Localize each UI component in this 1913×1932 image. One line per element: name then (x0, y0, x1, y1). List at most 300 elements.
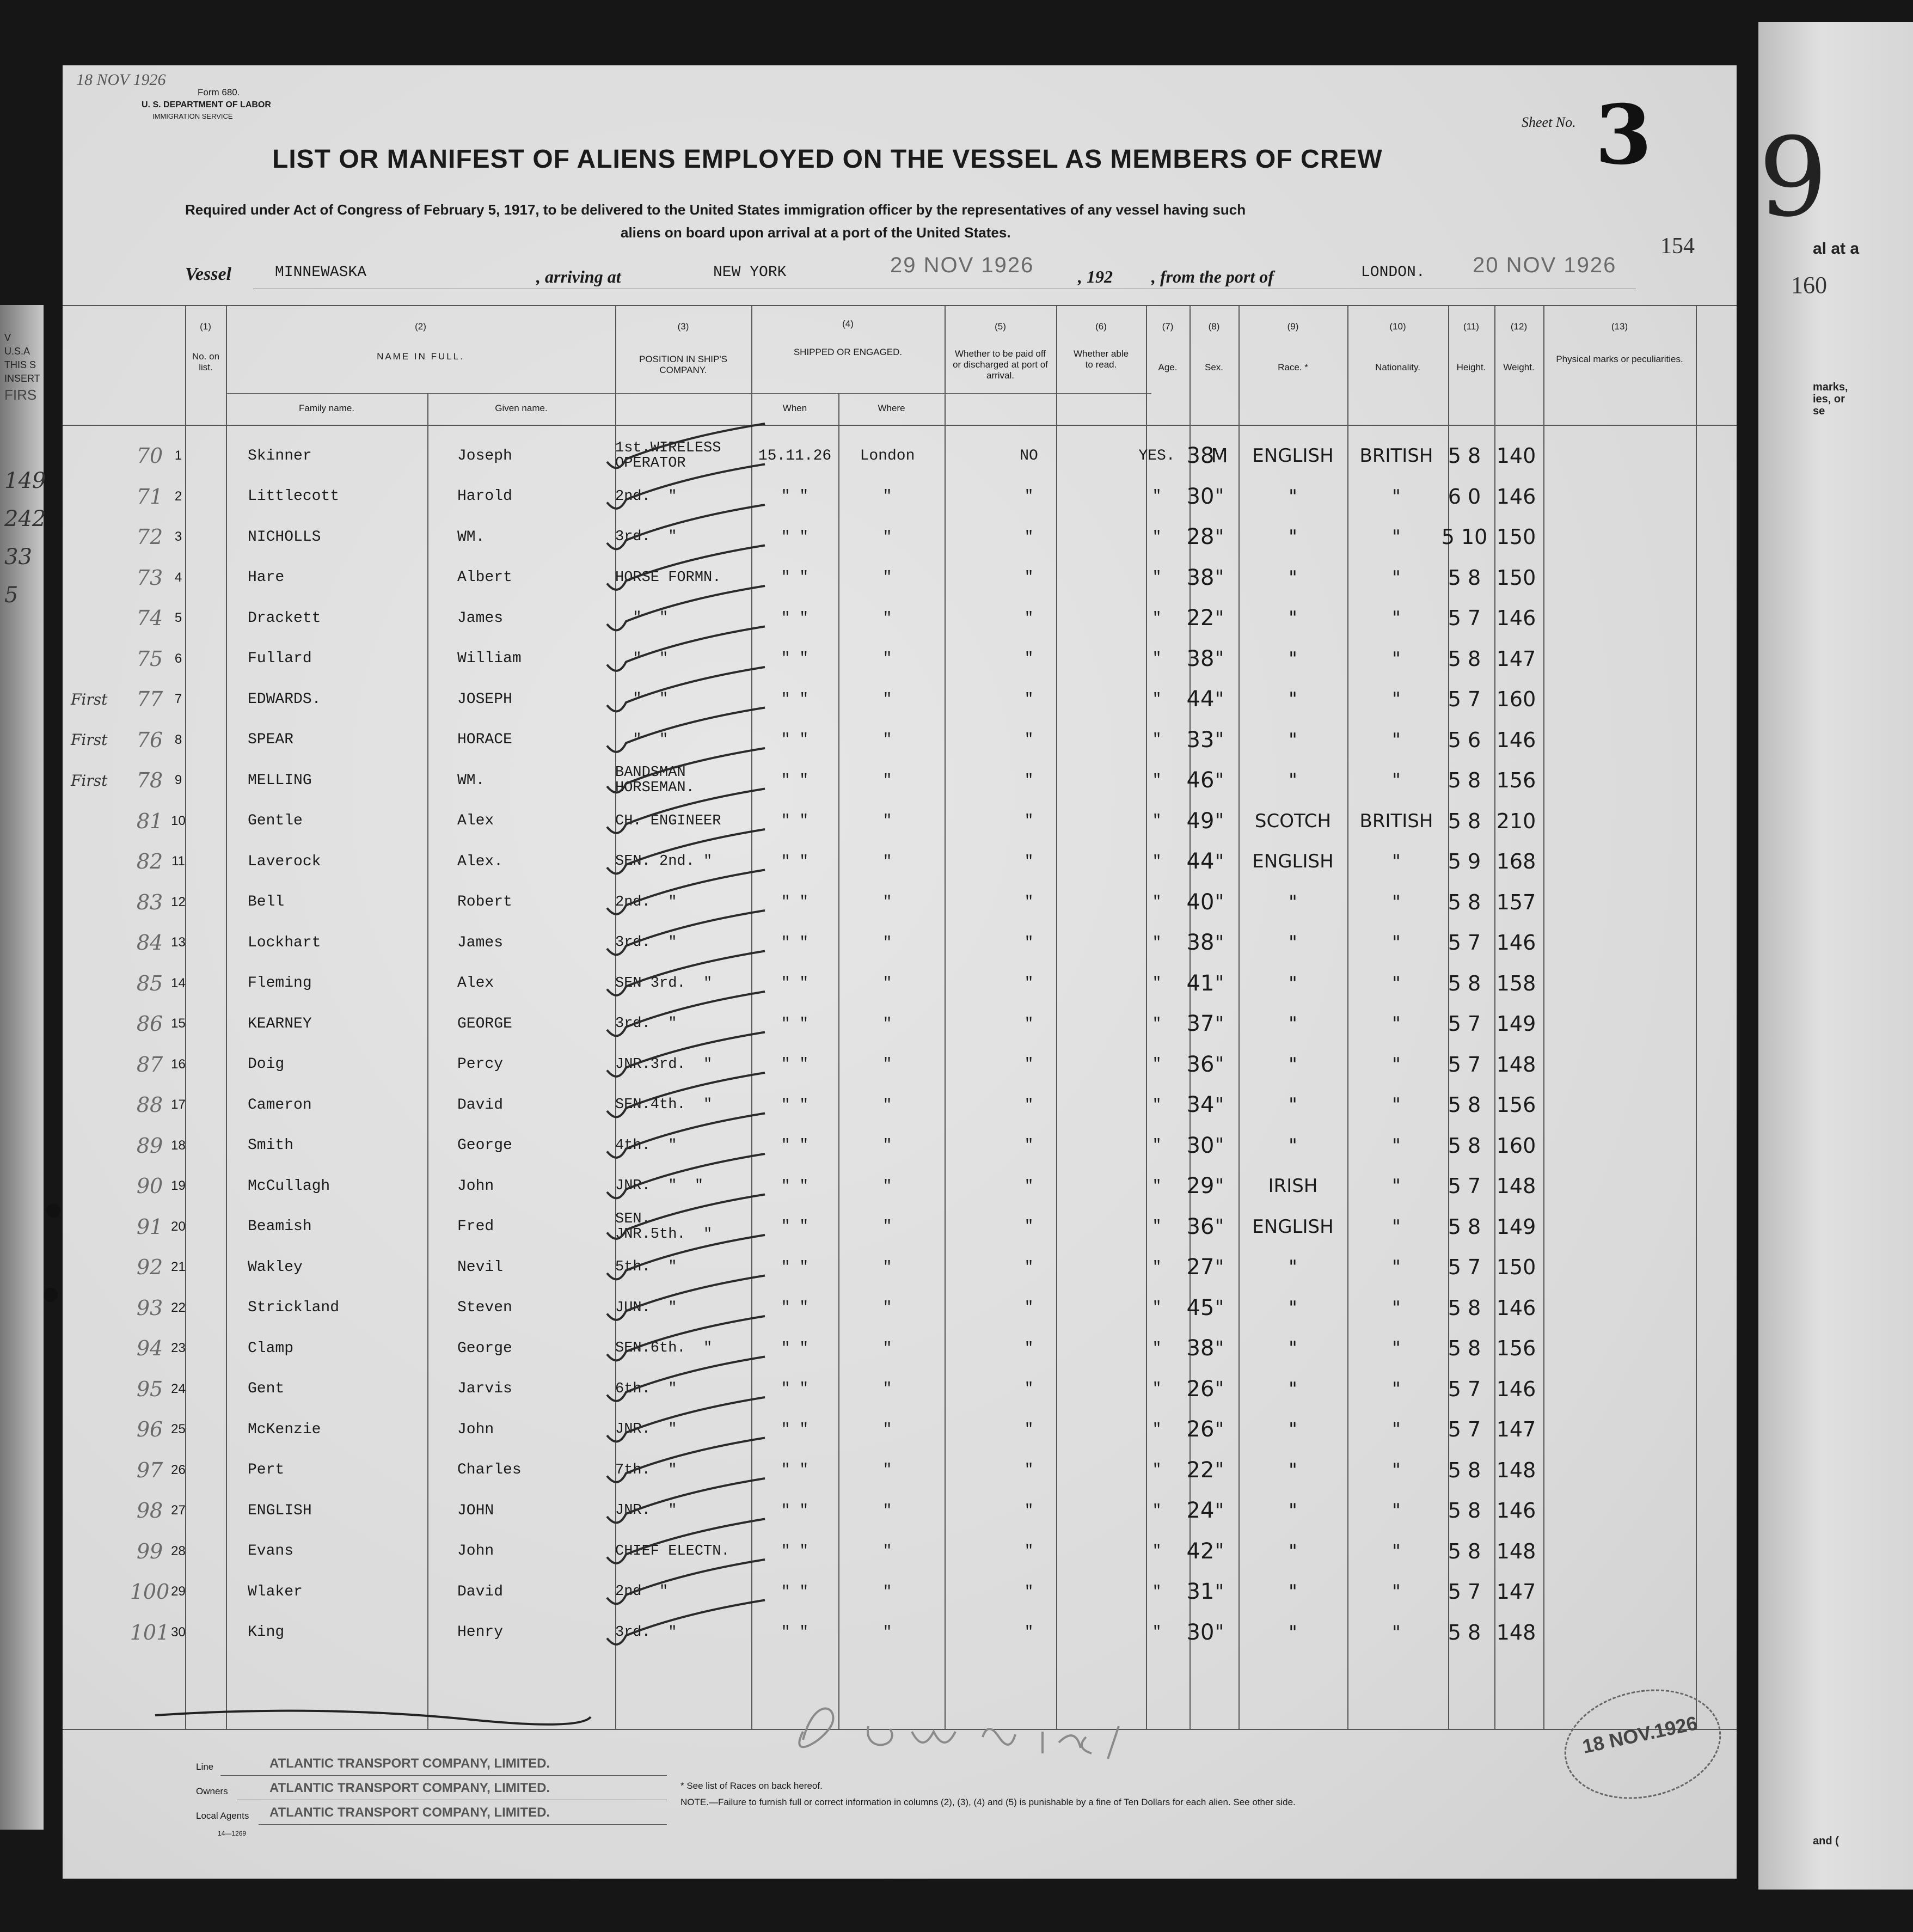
shipped-where: " (882, 1543, 892, 1560)
family-name: Littlecott (248, 488, 340, 505)
left-neighbor-page (0, 305, 44, 1830)
weight: 147 (1496, 646, 1536, 671)
left-fragment-4: INSERT (4, 373, 40, 384)
age: 41 (1186, 970, 1215, 996)
shipped-where: " (882, 1258, 892, 1276)
paid-off: " (1024, 1421, 1034, 1438)
departure-date-stamp: 20 NOV 1926 (1473, 253, 1617, 277)
shipped-where: " (882, 1137, 892, 1154)
paid-off: " (1024, 488, 1034, 505)
able-to-read: " (1152, 1380, 1162, 1397)
position-in-company: 5th. " (615, 1259, 677, 1275)
paid-off: " (1024, 690, 1034, 708)
signature-text (857, 1772, 861, 1773)
form-number: Form 680. (198, 87, 240, 97)
given-name: John (457, 1177, 494, 1195)
manifest-subtitle-line-1: Required under Act of Congress of February 5, 1917, to be delivered to the United States immigration officer by the representatives of any vessel having such (185, 201, 1246, 218)
shipped-where: " (882, 1218, 892, 1235)
shipped-when: " " (781, 1340, 809, 1357)
col-marks-number: (13) (1611, 321, 1628, 332)
able-to-read: " (1152, 812, 1162, 829)
race: ENGLISH (1252, 851, 1334, 872)
nationality: " (1392, 1459, 1401, 1481)
neighbor-remarks-fragment: marks, ies, or se (1813, 381, 1848, 417)
margin-row-number: 98 (136, 1499, 163, 1523)
left-number-2: 242 (4, 506, 46, 531)
height: 5 8 (1448, 1620, 1481, 1644)
list-number: 6 (174, 651, 182, 666)
shipped-where: " (882, 1299, 892, 1316)
shipped-when: " " (781, 772, 809, 789)
height: 5 8 (1448, 971, 1481, 995)
able-to-read: " (1152, 1583, 1162, 1600)
age: 40 (1186, 889, 1215, 915)
height: 5 6 (1448, 727, 1481, 752)
sex: " (1215, 1093, 1224, 1116)
weight: 146 (1496, 484, 1536, 509)
race: " (1289, 1256, 1297, 1278)
races-footnote: * See list of Races on back hereof. (680, 1781, 823, 1791)
height: 5 8 (1448, 444, 1481, 468)
height: 5 8 (1448, 1133, 1481, 1158)
paid-off: " (1024, 1218, 1034, 1235)
list-number: 10 (171, 813, 186, 828)
position-in-company: 1st.WIRELESS OPERATOR (615, 440, 721, 472)
paid-off: " (1024, 1340, 1034, 1357)
paid-off: " (1024, 1096, 1034, 1114)
nationality: " (1392, 607, 1401, 629)
margin-row-number: 82 (136, 849, 163, 873)
shipped-where: " (882, 1624, 892, 1641)
sex: " (1215, 972, 1224, 994)
position-in-company: " " (615, 691, 669, 707)
sex: " (1215, 931, 1224, 954)
col-no-number: (1) (200, 321, 211, 332)
margin-row-number: 94 (136, 1336, 163, 1360)
weight: 160 (1496, 687, 1536, 711)
margin-note: First (71, 731, 108, 749)
weight: 156 (1496, 1336, 1536, 1360)
shipped-where: " (882, 731, 892, 748)
nationality: " (1392, 485, 1401, 508)
weight: 148 (1496, 1174, 1536, 1198)
sex: " (1215, 1621, 1224, 1643)
shipped-when: " " (781, 1096, 809, 1114)
given-name: Charles (457, 1462, 522, 1478)
weight: 158 (1496, 971, 1536, 995)
height: 5 8 (1448, 1093, 1481, 1117)
sex: " (1215, 1378, 1224, 1400)
nationality: BRITISH (1359, 810, 1433, 832)
given-name: George (457, 1137, 512, 1154)
able-to-read: YES. (1138, 447, 1175, 464)
given-name: Steven (457, 1299, 512, 1316)
position-in-company: SEN. 2nd. " (615, 853, 713, 870)
paid-off: " (1024, 1137, 1034, 1154)
height: 5 7 (1448, 606, 1481, 630)
weight: 150 (1496, 565, 1536, 590)
height: 5 8 (1448, 809, 1481, 833)
footer-owners-label: Owners (196, 1786, 228, 1796)
nationality: " (1392, 1337, 1401, 1359)
nationality: " (1392, 1540, 1401, 1562)
family-name: EDWARDS. (248, 690, 321, 708)
race: " (1289, 1134, 1297, 1157)
margin-row-number: 70 (136, 444, 163, 468)
race: " (1289, 647, 1297, 670)
able-to-read: " (1152, 528, 1162, 546)
shipped-when: " " (781, 1421, 809, 1438)
given-name: James (457, 609, 504, 627)
margin-row-number: 86 (136, 1012, 163, 1036)
shipped-when: " " (781, 1056, 809, 1073)
weight: 150 (1496, 1255, 1536, 1279)
shipped-where: " (882, 569, 892, 586)
nationality: " (1392, 1094, 1401, 1116)
height: 5 7 (1448, 1012, 1481, 1036)
weight: 146 (1496, 931, 1536, 955)
shipped-where: " (882, 1340, 892, 1357)
shipped-when: 15.11.26 (758, 447, 832, 464)
sex: " (1215, 525, 1224, 548)
race: " (1289, 526, 1297, 548)
able-to-read: " (1152, 1299, 1162, 1316)
age: 31 (1186, 1579, 1215, 1604)
height: 5 8 (1448, 1214, 1481, 1239)
list-number: 3 (174, 529, 182, 544)
list-number: 20 (171, 1219, 186, 1234)
list-number: 27 (171, 1503, 186, 1518)
paid-off: " (1024, 1462, 1034, 1478)
able-to-read: " (1152, 1421, 1162, 1438)
able-to-read: " (1152, 1462, 1162, 1478)
paid-off: " (1024, 1258, 1034, 1276)
margin-row-number: 78 (136, 768, 163, 792)
height: 5 8 (1448, 1499, 1481, 1523)
able-to-read: " (1152, 894, 1162, 910)
age: 26 (1186, 1376, 1215, 1402)
family-name: Wlaker (248, 1583, 303, 1600)
family-name: SPEAR (248, 731, 294, 748)
list-number: 15 (171, 1016, 186, 1031)
penalty-note: NOTE.—Failure to furnish full or correct information in columns (2), (3), (4) and (5) is punishable by a fine of Ten Dollars for each alien. See other side. (680, 1797, 1296, 1807)
nationality: " (1392, 1256, 1401, 1278)
margin-note: First (71, 690, 108, 708)
received-stamp: 18 NOV 1926 (76, 71, 166, 89)
list-number: 26 (171, 1462, 186, 1477)
family-name: Gentle (248, 812, 303, 829)
shipped-when: " " (781, 1583, 809, 1600)
shipped-where: " (882, 1015, 892, 1032)
height: 5 7 (1448, 1174, 1481, 1198)
family-name: MELLING (248, 772, 312, 789)
binder-hole (46, 1203, 60, 1218)
list-number: 28 (171, 1543, 186, 1558)
list-number: 17 (171, 1097, 186, 1112)
age: 49 (1186, 808, 1215, 834)
able-to-read: " (1152, 1137, 1162, 1154)
position-in-company: 2nd. " (615, 894, 677, 910)
weight: 160 (1496, 1133, 1536, 1158)
able-to-read: " (1152, 1340, 1162, 1357)
nationality: " (1392, 972, 1401, 994)
service-label: IMMIGRATION SERVICE (152, 112, 233, 120)
age: 30 (1186, 1133, 1215, 1158)
shipped-when: " " (781, 894, 809, 910)
sex: " (1215, 607, 1224, 629)
shipped-when: " " (781, 1502, 809, 1519)
paid-off: " (1024, 1543, 1034, 1560)
family-name: Lockhart (248, 934, 321, 951)
col-read-number: (6) (1095, 321, 1107, 332)
shipped-where: " (882, 934, 892, 951)
able-to-read: " (1152, 1502, 1162, 1519)
nationality: " (1392, 1621, 1401, 1643)
paid-off: " (1024, 812, 1034, 829)
weight: 148 (1496, 1052, 1536, 1077)
age: 22 (1186, 606, 1215, 631)
sex: " (1215, 1580, 1224, 1603)
position-in-company: " " (615, 731, 669, 748)
age: 38 (1186, 1336, 1215, 1361)
age: 37 (1186, 1011, 1215, 1036)
height: 5 7 (1448, 687, 1481, 711)
sex: " (1215, 1337, 1224, 1360)
col-weight-number: (12) (1510, 321, 1528, 332)
paid-off: " (1024, 1380, 1034, 1397)
list-number: 1 (174, 448, 182, 463)
shipped-where: " (882, 609, 892, 627)
age: 24 (1186, 1498, 1215, 1523)
race: " (1289, 972, 1297, 994)
margin-row-number: 87 (136, 1052, 163, 1077)
given-name: Fred (457, 1218, 494, 1235)
list-number: 8 (174, 732, 182, 747)
margin-row-number: 73 (136, 565, 163, 590)
shipped-where: " (882, 975, 892, 992)
height: 5 8 (1448, 1336, 1481, 1360)
col-name-label: NAME IN FULL. (377, 351, 464, 362)
height: 5 8 (1448, 1458, 1481, 1482)
given-name: George (457, 1340, 512, 1357)
family-name: Fleming (248, 975, 312, 992)
col-paid-number: (5) (995, 321, 1006, 332)
able-to-read: " (1152, 1056, 1162, 1073)
weight: 146 (1496, 1295, 1536, 1320)
shipped-where: " (882, 853, 892, 870)
shipped-when: " " (781, 488, 809, 505)
race: IRISH (1268, 1175, 1318, 1197)
weight: 146 (1496, 1377, 1536, 1401)
position-in-company: 4th. " (615, 1137, 677, 1154)
shipped-where: " (882, 894, 892, 910)
col-height-label: Height. (1456, 362, 1486, 372)
arrival-date-stamp: 29 NOV 1926 (890, 253, 1034, 277)
from-port: LONDON. (1361, 264, 1425, 281)
position-in-company: SEN.6th. " (615, 1340, 713, 1356)
col-position-label: POSITION IN SHIP'S COMPANY. (639, 354, 727, 375)
sex: " (1215, 729, 1224, 751)
position-in-company: SEN. JNR.5th. " (615, 1210, 713, 1243)
race: " (1289, 607, 1297, 629)
given-name: Jarvis (457, 1380, 512, 1397)
sex: " (1215, 1297, 1224, 1319)
race: " (1289, 1581, 1297, 1603)
age: 28 (1186, 524, 1215, 549)
margin-row-number: 97 (136, 1458, 163, 1482)
weight: 146 (1496, 606, 1536, 630)
left-fragment-5: FIRS (4, 387, 37, 403)
family-name: Beamish (248, 1218, 312, 1235)
sex: " (1215, 1499, 1224, 1522)
height: 5 7 (1448, 931, 1481, 955)
position-in-company: HORSE FORMN. (615, 569, 721, 586)
position-in-company: " " (615, 610, 669, 626)
race: " (1289, 1419, 1297, 1440)
able-to-read: " (1152, 1624, 1162, 1641)
year-label: , 192 (1078, 267, 1113, 286)
sex: " (1215, 810, 1224, 832)
shipped-where: " (882, 488, 892, 505)
given-name: Percy (457, 1056, 504, 1073)
shipped-when: " " (781, 1137, 809, 1154)
shipped-when: " " (781, 731, 809, 748)
given-name: WM. (457, 528, 485, 546)
age: 33 (1186, 727, 1215, 753)
sex: " (1215, 1418, 1224, 1441)
weight: 140 (1496, 444, 1536, 468)
margin-row-number: 101 (130, 1620, 170, 1644)
family-name: Evans (248, 1543, 294, 1560)
height: 5 8 (1448, 565, 1481, 590)
footer-agents-label: Local Agents (196, 1811, 249, 1821)
height: 5 8 (1448, 1539, 1481, 1563)
weight: 157 (1496, 890, 1536, 914)
neighbor-sheet-digit: 9 (1758, 114, 1828, 241)
margin-row-number: 88 (136, 1093, 163, 1117)
given-name: JOSEPH (457, 690, 512, 708)
family-name: McKenzie (248, 1421, 321, 1438)
margin-row-number: 74 (136, 606, 163, 630)
paid-off: " (1024, 528, 1034, 546)
col-height-number: (11) (1463, 321, 1479, 332)
family-name: King (248, 1624, 285, 1641)
race: " (1289, 1053, 1297, 1075)
list-number: 13 (171, 935, 186, 950)
left-fragment-3: THIS S (4, 359, 36, 370)
shipped-when: " " (781, 528, 809, 546)
race: " (1289, 1459, 1297, 1481)
weight: 150 (1496, 525, 1536, 549)
family-name: Smith (248, 1137, 294, 1154)
family-name: Laverock (248, 853, 321, 870)
position-in-company: 3rd. " (615, 1016, 677, 1032)
weight: 148 (1496, 1458, 1536, 1482)
shipped-where: " (882, 1096, 892, 1114)
family-name: Pert (248, 1462, 285, 1478)
shipped-where: " (882, 1056, 892, 1073)
nationality: " (1392, 1500, 1401, 1521)
from-port-label: , from the port of (1151, 267, 1274, 286)
weight: 148 (1496, 1620, 1536, 1644)
family-name: Hare (248, 569, 285, 586)
list-number: 29 (171, 1584, 186, 1599)
given-name: JOHN (457, 1502, 494, 1519)
weight: 156 (1496, 1093, 1536, 1117)
col-name-number: (2) (415, 321, 426, 332)
height: 5 7 (1448, 1052, 1481, 1077)
col-shipped-label: SHIPPED OR ENGAGED. (793, 347, 903, 357)
position-in-company: JNR. " (615, 1502, 677, 1519)
position-in-company: 7th. " (615, 1462, 677, 1478)
given-name: William (457, 650, 522, 667)
height: 5 8 (1448, 890, 1481, 914)
shipped-where: " (882, 1462, 892, 1478)
nationality: " (1392, 932, 1401, 953)
margin-row-number: 83 (136, 890, 163, 914)
agent-stamp-date: 18 NOV.1926 (1580, 1711, 1700, 1758)
left-fragment-1: V (4, 332, 11, 343)
able-to-read: " (1152, 1177, 1162, 1195)
height: 5 7 (1448, 1580, 1481, 1604)
family-name: Gent (248, 1380, 285, 1397)
margin-note: First (71, 771, 108, 790)
given-name: John (457, 1543, 494, 1560)
left-number-3: 33 (4, 545, 32, 570)
right-neighbor-page (1758, 22, 1913, 1890)
able-to-read: " (1152, 1258, 1162, 1276)
given-name: Alex (457, 975, 494, 992)
sex: " (1215, 688, 1224, 711)
manifest-subtitle-line-2: aliens on board upon arrival at a port of the United States. (621, 224, 1011, 241)
inspector-signature (63, 65, 1737, 1879)
able-to-read: " (1152, 731, 1162, 748)
margin-row-number: 100 (130, 1580, 170, 1604)
list-number: 11 (171, 854, 185, 869)
col-position-number: (3) (677, 321, 689, 332)
given-name: Henry (457, 1624, 504, 1641)
binder-hole (44, 1288, 58, 1302)
family-name: Strickland (248, 1299, 340, 1316)
footer-line-label: Line (196, 1762, 214, 1772)
paid-off: NO (1020, 447, 1038, 464)
able-to-read: " (1152, 853, 1162, 870)
sex: " (1215, 485, 1224, 508)
position-in-company: SEN.4th. " (615, 1097, 713, 1113)
sex: " (1215, 1459, 1224, 1481)
race: " (1289, 485, 1297, 508)
shipped-when: " " (781, 1299, 809, 1316)
footer-line-rule (220, 1775, 667, 1776)
col-age-number: (7) (1162, 321, 1174, 332)
family-name: Drackett (248, 609, 321, 627)
family-name: McCullagh (248, 1177, 330, 1195)
shipped-when: " " (781, 569, 809, 586)
nationality: " (1392, 1053, 1401, 1075)
sex: " (1215, 1134, 1224, 1157)
footer-owners-value: ATLANTIC TRANSPORT COMPANY, LIMITED. (269, 1781, 550, 1795)
footer-agents-rule (259, 1824, 667, 1825)
sheet-number-label: Sheet No. (1522, 114, 1576, 130)
shipped-where: " (882, 1502, 892, 1519)
col-where-label: Where (878, 403, 905, 413)
weight: 168 (1496, 849, 1536, 873)
position-in-company: JNR.3rd. " (615, 1056, 713, 1073)
nationality: " (1392, 688, 1401, 710)
col-read-label: Whether able to read. (1073, 349, 1129, 370)
sex: " (1215, 566, 1224, 589)
shipped-when: " " (781, 609, 809, 627)
